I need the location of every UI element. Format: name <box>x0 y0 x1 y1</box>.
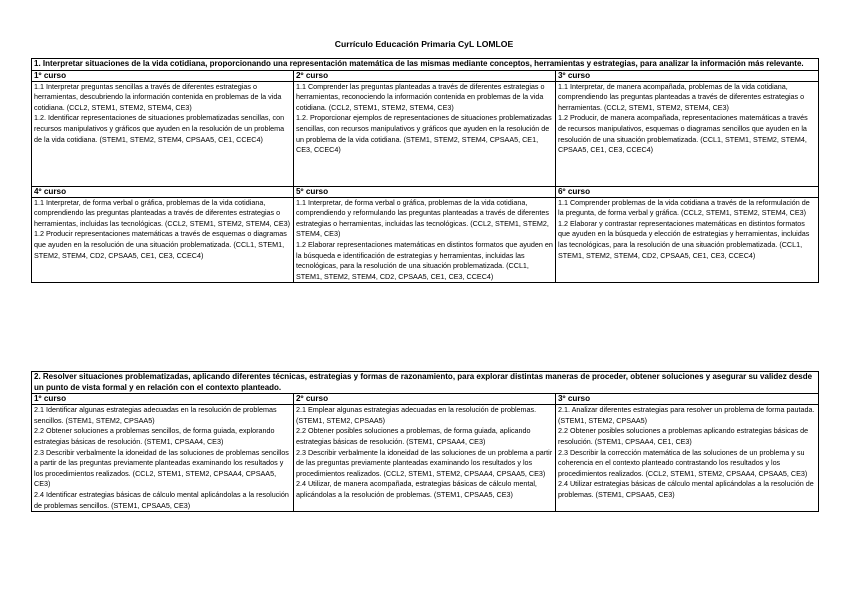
criterion-text: 1.2 Producir representaciones matemáticas a través de esquemas o diagramas que ayuden en la resolución de una situación problematizada. (CCL1, STEM1, STEM2, STEM4, CD2, CPSAA5, CE1, CE3, CCEC4) <box>34 229 287 260</box>
course-label: 1º curso <box>32 70 294 81</box>
criterion-text: 2.4 Utilizar, de manera acompañada, estrategias básicas de cálculo mental, aplicándolas a la resolución de problemas. (STEM1, CPSAA5, CE3) <box>296 479 537 499</box>
criterion-text: 2.2 Obtener soluciones a problemas sencillos, de forma guiada, explorando estrategias básicas de resolución. (STEM1, CPSAA4, CE3) <box>34 426 275 446</box>
criteria-cell <box>294 81 556 186</box>
criterion-text: 1.1 Interpretar, de manera acompañada, problemas de la vida cotidiana, comprendiendo las preguntas planteadas a través de diferentes estrategias o herramientas. (CCL2, STEM1, STEM2, STEM4, CE3) <box>558 81 805 112</box>
course-label: 3º curso <box>556 394 819 405</box>
criterion-text: 1.2 Elaborar y contrastar representaciones matemáticas en distintos formatos que ayuden en la búsqueda y elección de estrategias y herramientas, incluidas las tecnológicas, para la resolución de una situación problematizada. (CCL1, STEM1, STEM2, STEM4, CD2, CPSAA5, CE1, CE3, CCEC4) <box>558 218 810 260</box>
criteria-cell <box>32 81 294 186</box>
criterion-text: 1.2 Elaborar representaciones matemáticas en distintos formatos que ayuden en la búsqueda e identificación de estrategias y herramientas, incluidas las tecnológicas, para la resolución de una situación problematizada. (CCL1, STEM1, STEM2, STEM4, CD2, CPSAA5, CE1, CE3, CCEC4) <box>296 239 553 281</box>
criterion-text: 2.4 Identificar estrategias básicas de cálculo mental aplicándolas a la resolución de problemas sencillos. (STEM1, CPSAA5, CE3) <box>34 489 289 510</box>
course-label: 6º curso <box>556 186 819 197</box>
criterion-text: 2.4 Utilizar estrategias básicas de cálculo mental aplicándolas a la resolución de problemas. (STEM1, CPSAA5, CE3) <box>558 479 814 499</box>
criterion-text: 1.1 Interpretar preguntas sencillas a través de diferentes estrategias o herramientas, descubriendo la información contenida en problemas de la vida cotidiana. (CCL2, STEM1, STEM2, STEM4, CE3) <box>34 81 282 112</box>
competencia-heading: 2. Resolver situaciones problematizadas, aplicando diferentes técnicas, estrategias y formas de razonamiento, para explorar distintas maneras de proceder, obtener soluciones y asegurar su validez desde un punto de vista formal y en relación con el contexto planteado. <box>32 372 819 394</box>
criterion-text: 2.1 Emplear algunas estrategias adecuadas en la resolución de problemas. (STEM1, STEM2, CPSAA5) <box>296 405 537 425</box>
course-label: 2º curso <box>294 70 556 81</box>
competencia-heading: 1. Interpretar situaciones de la vida cotidiana, proporcionando una representación matemática de las mismas mediante conceptos, herramientas y estrategias, para analizar la información más relevante. <box>32 59 819 71</box>
course-label: 4º curso <box>32 186 294 197</box>
course-label: 2º curso <box>294 394 556 405</box>
criteria-cell <box>556 405 819 512</box>
criteria-cell <box>32 197 294 283</box>
criterion-text: 2.1 Identificar algunas estrategias adecuadas en la resolución de problemas sencillos. (STEM1, STEM2, CPSAA5) <box>34 405 277 425</box>
criteria-cell <box>556 197 819 283</box>
criterion-text: 2.2 Obtener posibles soluciones a problemas aplicando estrategias básicas de resolución. (STEM1, CPSAA4, CE1, CE3) <box>558 426 809 446</box>
criterion-text: 1.1 Interpretar, de forma verbal o gráfica, problemas de la vida cotidiana, comprendiendo las preguntas planteadas a través de diferentes estrategias o herramientas, incluidas las tecnológicas. (CCL2, STEM1, STEM2, STEM4, CE3) <box>34 197 291 228</box>
criterion-text: 1.1 Comprender problemas de la vida cotidiana a través de la reformulación de la pregunta, de forma verbal y gráfica. (CCL2, STEM1, STEM2, STEM4, CE3) <box>558 197 810 218</box>
criterion-text: 1.1 Interpretar, de forma verbal o gráfica, problemas de la vida cotidiana, comprendiendo y reformulando las preguntas planteadas a través de diferentes estrategias o herramientas, incluidas las tecnológicas. (CCL2, STEM1, STEM2, STEM4, CE3) <box>296 197 549 239</box>
criterion-text: 1.2. Identificar representaciones de situaciones problematizadas sencillas, con recursos manipulativos y gráficos que ayuden en la resolución de un problema de la vida cotidiana. (STEM1, STEM2, STEM4, CPSAA5, CE1, CCEC4) <box>34 113 285 144</box>
criteria-cell <box>294 405 556 512</box>
criteria-cell <box>294 197 556 283</box>
course-label: 1º curso <box>32 394 294 405</box>
criterion-text: 2.3 Describir la corrección matemática de las soluciones de un problema y su coherencia en el contexto planteado contrastando los resultados y los procedimientos realizados. (CCL2, STEM1, STEM2, CPSAA4, CPSAA5, CE3) <box>558 447 808 478</box>
criterion-text: 1.2. Proporcionar ejemplos de representaciones de situaciones problematizadas sencillas, con recursos manipulativos y gráficos que ayuden en la resolución de un problema de la vida cotidiana. (STEM1, STEM2, STEM4, CPSAA5, CE1, CE3, CCEC4) <box>296 113 552 155</box>
criteria-cell <box>32 405 294 512</box>
course-label: 5º curso <box>294 186 556 197</box>
criterion-text: 1.1 Comprender las preguntas planteadas a través de diferentes estrategias o herramientas, reconociendo la información contenida en problemas de la vida cotidiana. (CCL2, STEM1, STEM2, STEM4, CE3) <box>296 81 545 112</box>
criterion-text: 2.1. Analizar diferentes estrategias para resolver un problema de forma pautada. (STEM1, STEM2, CPSAA5) <box>558 405 815 425</box>
criterion-text: 2.3 Describir verbalmente la idoneidad de las soluciones de un problema a partir de las preguntas previamente planteadas examinando los resultados y los procedimientos realizados. (CCL2, STEM1, STEM2, CPSAA4, CPSAA5, CE3) <box>296 447 553 478</box>
criteria-cell <box>556 81 819 186</box>
competencia-table-1 <box>31 58 819 283</box>
criterion-text: 2.3 Describir verbalmente la idoneidad de las soluciones de problemas sencillos a partir de las preguntas previamente planteadas examinando los resultados y los procedimientos realizados. (CCL2, STEM1, STEM2, CPSAA4, CPSAA5, CE3) <box>34 447 289 489</box>
page-title: Currículo Educación Primaria CyL LOMLOE <box>334 39 514 49</box>
criterion-text: 1.2 Producir, de manera acompañada, representaciones matemáticas a través de recursos manipulativos, esquemas o diagramas sencillos que ayuden en la resolución de una situación problematizada. (CCL1, STEM1, STEM2, STEM4, CPSAA5, CE1, CE3, CCEC4) <box>558 113 808 155</box>
criterion-text: 2.2 Obtener posibles soluciones a problemas, de forma guiada, aplicando estrategias básicas de resolución. (STEM1, CPSAA4, CE3) <box>296 426 531 446</box>
course-label: 3º curso <box>556 70 819 81</box>
competencia-table-2 <box>31 371 819 512</box>
